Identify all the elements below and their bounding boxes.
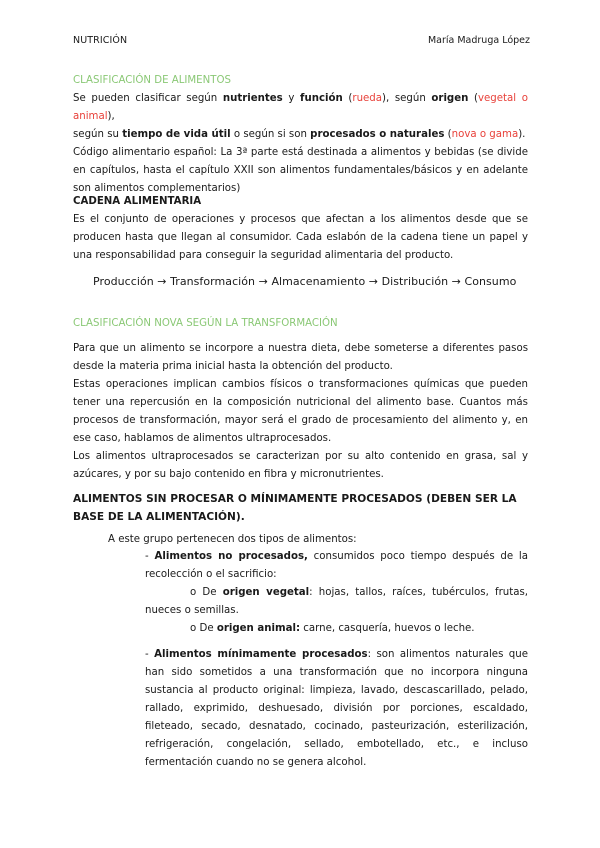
section-title: CLASIFICACIÓN DE ALIMENTOS xyxy=(73,75,231,86)
paragraph: Se pueden clasificar según nutrientes y función (rueda), según origen (vegetal o animal), xyxy=(73,93,528,122)
group-intro: A este grupo pertenecen dos tipos de alimentos: xyxy=(108,534,357,545)
list-item-minimamente-procesados: - Alimentos mínimamente procesados: son alimentos naturales que han sido sometidos a una transformación que no incorpora ninguna sustancia al producto original: limpieza, lavado, descascarillado, pelado, rallado, exprimido, deshuesado, división por porciones, escaldado, fileteado, secado, desnatado, cocinado, pasteurización, esterilización, refrigeración, congelación, sellado, embotellado, etc., e incluso fermentación cuando no se genera alcohol. xyxy=(145,649,528,768)
section-cadena xyxy=(73,193,528,265)
sub-item-origen-vegetal: o De origen vegetal: hojas, tallos, raíces, tubérculos, frutas, nueces o semillas. xyxy=(145,587,528,616)
sub-item-origen-animal: o De origen animal: carne, casquería, huevos o leche. xyxy=(190,623,475,634)
paragraph: Los alimentos ultraprocesados se caracterizan por su alto contenido en grasa, sal y azúcares, y por su bajo contenido en fibra y micronutrientes. xyxy=(73,451,528,480)
paragraph: Estas operaciones implican cambios físicos o transformaciones químicas que pueden tener una repercusión en la composición nutricional del alimento base. Cuantos más procesos de transformación, mayor será el grado de procesamiento del alimento y, en ese caso, hablamos de alimentos ultraprocesados. xyxy=(73,379,528,444)
header-author: María Madruga López xyxy=(427,35,530,46)
section-title: CADENA ALIMENTARIA xyxy=(73,196,202,207)
list-item-no-procesados: - Alimentos no procesados, consumidos poco tiempo después de la recolección o el sacrificio: xyxy=(145,551,528,580)
section-clasificacion xyxy=(73,72,528,198)
section-nova-body xyxy=(73,340,528,484)
paragraph: Es el conjunto de operaciones y procesos que afectan a los alimentos desde que se producen hasta que llegan al consumidor. Cada eslabón de la cadena tiene un papel y una responsabilidad para conseguir la seguridad alimentaria del producto. xyxy=(73,214,528,261)
paragraph: Para que un alimento se incorpore a nuestra dieta, debe someterse a diferentes pasos desde la materia prima inicial hasta la obtención del producto. xyxy=(73,343,528,372)
header-subject: NUTRICIÓN xyxy=(73,35,128,46)
section-title: ALIMENTOS SIN PROCESAR O MÍNIMAMENTE PROCESADOS (DEBEN SER LA BASE DE LA ALIMENTACIÓN). xyxy=(73,493,517,523)
chain-flow: Producción → Transformación → Almacenamiento → Distribución → Consumo xyxy=(93,275,517,288)
section-nova xyxy=(73,315,528,333)
paragraph: según su tiempo de vida útil o según si son procesados o naturales (nova o gama). xyxy=(73,129,526,140)
paragraph: Código alimentario español: La 3ª parte está destinada a alimentos y bebidas (se divide en capítulos, hasta el capítulo XXII son alimentos fundamentales/básicos y en adelante son alimentos complementarios) xyxy=(73,147,528,194)
section-sin-procesar xyxy=(73,490,528,526)
section-title: CLASIFICACIÓN NOVA SEGÚN LA TRANSFORMACIÓN xyxy=(73,318,338,329)
